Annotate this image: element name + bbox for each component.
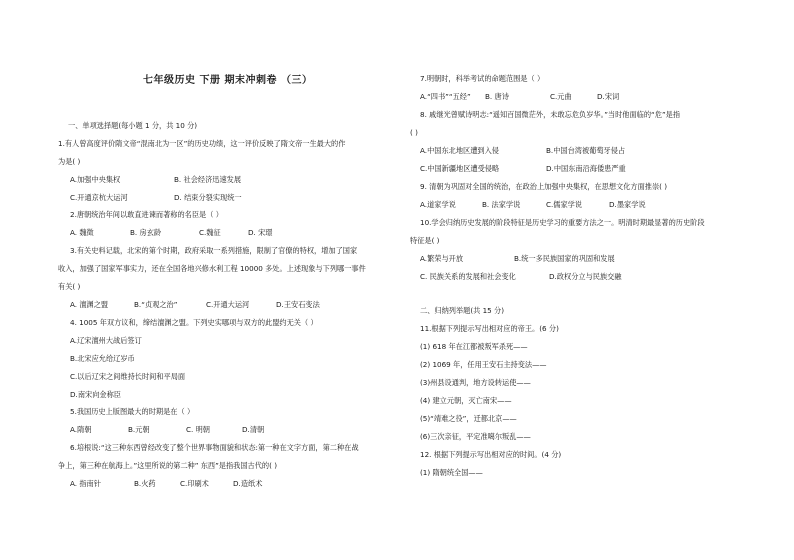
fill-item: (1) 618 年在江都被叛军杀死——: [420, 342, 528, 351]
question-text: 6.培根说:“这三种东西曾经改变了整个世界事物面貌和状态:第一种在文字方面，第二种在战: [70, 443, 359, 452]
question-text: 有关( ): [58, 282, 81, 291]
page-title: 七年级历史 下册 期末冲刺卷 （三）: [143, 75, 313, 86]
option: C.儒家学说: [546, 200, 583, 209]
option: B.统一多民族国家的巩固和发展: [514, 254, 615, 263]
option: C. 民族关系的发展和社会变化: [420, 272, 516, 281]
question-text: 3.有关史料记载，北宋的第个时期，政府采取一系列措施，限制了官僚的特权，增加了国家: [70, 246, 358, 255]
option: B. 社会经济迅速发展: [174, 175, 242, 184]
question-text: 特征是( ): [410, 236, 440, 245]
fill-item: (5)“靖难之役”，迁都北京——: [420, 414, 517, 423]
option: D.清朝: [242, 425, 265, 434]
question-text: 10.学会归纳历史发展的阶段特征是历史学习的重要方法之一。明清时期最显著的历史阶段: [420, 218, 705, 227]
option: C.元曲: [550, 92, 572, 101]
option: A. 指南针: [70, 479, 101, 488]
option: B. 唐诗: [485, 92, 509, 101]
question-text: 11.根据下列提示写出相对应的帝王。(6 分): [420, 324, 559, 333]
option: B.“贞观之治”: [134, 300, 178, 309]
question-text: 收入，加强了国家军事实力，还在全国各地兴修水利工程 10000 多处。上述现象与下列哪一事件: [58, 264, 366, 273]
option: A.辽宋澶州大战后签订: [70, 336, 142, 345]
option: B.北宋应允给辽岁币: [70, 354, 135, 363]
option: A. 澶渊之盟: [70, 300, 109, 309]
option: A.道家学说: [420, 200, 456, 209]
question-text: 12. 根据下列提示写出相对应的时间。(4 分): [420, 450, 562, 459]
option: B.火药: [134, 479, 156, 488]
option: C.印刷术: [180, 479, 209, 488]
option: A.中国东北地区遭到入侵: [420, 146, 499, 155]
question-text: ( ): [410, 128, 418, 137]
option: C.以后辽宋之间维持长时间和平局面: [70, 372, 186, 381]
section-heading: 一、单项选择题(每小题 1 分，共 10 分): [68, 121, 198, 130]
option: D. 宋璟: [248, 228, 273, 237]
fill-item: (3)州县设通判，地方设转运使——: [420, 378, 531, 387]
option: C.开通大运河: [206, 300, 250, 309]
option: D.政权分立与民族交融: [549, 272, 622, 281]
option: B.元朝: [128, 425, 150, 434]
fill-item: (6)三次亲征，平定准噶尔叛乱——: [420, 432, 531, 441]
option: D.墨家学说: [609, 200, 646, 209]
question-text: 为是( ): [58, 157, 81, 166]
option: A.加强中央集权: [70, 175, 121, 184]
option: C. 明朝: [186, 425, 210, 434]
section-heading: 二、归纳列举题(共 15 分): [420, 306, 505, 315]
option: C.开通京杭大运河: [70, 193, 128, 202]
option: C.魏征: [199, 228, 221, 237]
question-text: 9. 清朝为巩固对全国的统治，在政治上加强中央集权，在思想文化方面推崇( ): [420, 182, 668, 191]
fill-item: (4) 建立元朝，灭亡南宋——: [420, 396, 512, 405]
question-text: 4. 1005 年双方议和，缔结澶渊之盟。下列史实哪项与双方的此盟约无关（ ）: [70, 318, 318, 327]
option: C.中国新疆地区遭受侵略: [420, 164, 500, 173]
option: B.中国台湾被葡萄牙侵占: [546, 146, 626, 155]
option: D.南宋向金称臣: [70, 390, 121, 399]
option: D.中国东南沿海倭患严重: [546, 164, 626, 173]
question-text: 2.唐朝统治年间以敢直进谏而著称的名臣是（ ）: [70, 210, 223, 219]
option: D.造纸术: [233, 479, 263, 488]
option: D.王安石变法: [276, 300, 320, 309]
fill-item: (2) 1069 年，任用王安石主持变法——: [420, 360, 547, 369]
option: D.宋词: [597, 92, 620, 101]
option: A.“四书”“五经”: [420, 92, 471, 101]
option: A. 魏徵: [70, 228, 94, 237]
question-text: 争上，第三种在航海上。”这里所说的第二种” 东西”是指我国古代的( ): [58, 461, 278, 470]
option: B. 法家学说: [482, 200, 521, 209]
option: A.隋朝: [70, 425, 92, 434]
option: D. 结束分裂实现统一: [174, 193, 242, 202]
question-text: 1.有人曾高度评价隋文帝“混南北为一区”的历史功绩，这一评价反映了隋文帝一生最大的作: [58, 139, 346, 148]
fill-item: (1) 隋朝统全国——: [420, 468, 483, 477]
question-text: 5.我国历史上版图最大的时期是在（ ）: [70, 407, 195, 416]
option: B. 房玄龄: [130, 228, 162, 237]
question-text: 8. 戚继光曾赋诗明志:“遥知百国微茫外，未敢忘危负岁华。”当时他面临的“危”是指: [420, 110, 681, 119]
question-text: 7.明朝时，科举考试的命题范围是（ ）: [420, 74, 545, 83]
option: A.繁荣与开放: [420, 254, 464, 263]
